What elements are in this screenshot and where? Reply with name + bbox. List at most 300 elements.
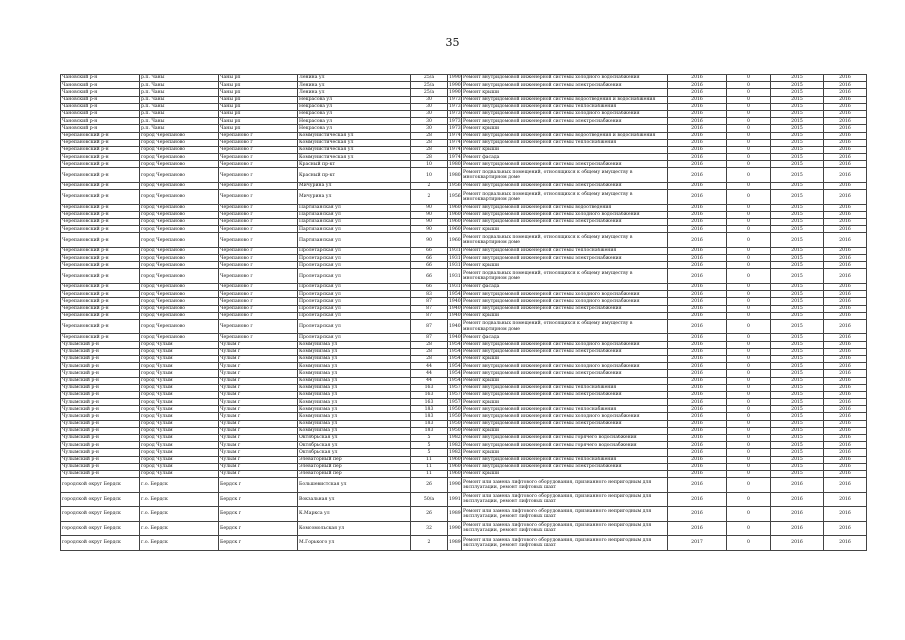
table-row — [61, 146, 867, 153]
settlement-cell: город Черепаново — [140, 226, 219, 233]
locality-cell: Черепаново г — [219, 161, 298, 168]
settlement-cell: город Чулым — [140, 377, 219, 384]
street-cell: Пролетарская ул — [298, 319, 411, 334]
count-cell: 0 — [727, 211, 771, 218]
count-cell: 0 — [727, 154, 771, 161]
table-row — [61, 247, 867, 254]
start-year-cell: 2015 — [771, 190, 824, 205]
street-cell: К.Маркса ул — [298, 507, 411, 522]
locality-cell: Чулым г — [219, 370, 298, 377]
table-row — [61, 233, 867, 248]
count-cell: 0 — [727, 305, 771, 312]
settlement-cell: р.п. Чаны — [140, 103, 219, 110]
start-year-cell: 2015 — [771, 247, 824, 254]
plan-year-cell: 2016 — [668, 139, 727, 146]
district-cell: Чулымский р-н — [61, 355, 140, 362]
street-cell: М.Горького ул — [298, 536, 411, 551]
locality-cell: Бердск г — [219, 521, 298, 536]
end-year-cell: 2016 — [824, 463, 867, 470]
start-year-cell: 2015 — [771, 139, 824, 146]
year-built-cell: 1931 — [449, 248, 461, 254]
street-cell: Некрасова ул — [298, 103, 411, 110]
start-year-cell: 2015 — [771, 305, 824, 312]
settlement-cell: г.о. Бердск — [140, 521, 219, 536]
settlement-cell: город Черепаново — [140, 319, 219, 334]
count-cell: 0 — [727, 233, 771, 248]
district-cell: Черепановский р-н — [61, 262, 140, 269]
house-cell: 28 — [411, 139, 448, 146]
work-type-cell: Ремонт внутридомовой инженерной системы холодного водоснабжения — [462, 75, 668, 82]
end-year-cell: 2016 — [824, 319, 867, 334]
year-built-cell: 1990 — [448, 478, 462, 493]
street-cell: Пролетарская ул — [298, 247, 411, 254]
house-cell: 30 — [411, 118, 448, 125]
house-cell: 25/а — [411, 75, 448, 82]
locality-cell: Черепаново г — [219, 319, 298, 334]
year-built-cell: 1940 — [449, 313, 461, 319]
start-year-cell: 2016 — [771, 536, 824, 551]
locality-cell: Черепаново г — [219, 139, 298, 146]
street-cell: Элеваторный пер — [298, 470, 411, 477]
work-type-cell: Ремонт подвальных помещений, относящихся к общему имуществу в многоквартирном доме — [462, 168, 668, 183]
plan-year-cell: 2016 — [668, 492, 727, 507]
house-cell: 2 — [411, 536, 448, 551]
street-cell: Коммунизма ул — [298, 341, 411, 348]
count-cell: 0 — [727, 442, 771, 449]
start-year-cell: 2015 — [771, 456, 824, 463]
work-type-cell: Ремонт крыши — [462, 355, 668, 362]
table-row — [61, 190, 867, 205]
year-built-cell: 1940 — [448, 319, 462, 334]
locality-cell: Чаны рп — [219, 125, 298, 132]
district-cell: Чулымский р-н — [61, 391, 140, 398]
house-cell: 5 — [411, 442, 448, 449]
work-type-cell: Ремонт крыши — [462, 399, 668, 406]
street-cell: Коммунизма ул — [298, 384, 411, 391]
table-row — [61, 291, 867, 298]
street-cell: Комсомольская ул — [298, 521, 411, 536]
year-built-cell: 1990 — [448, 521, 462, 536]
district-cell: Чулымский р-н — [61, 420, 140, 427]
plan-year-cell: 2016 — [668, 103, 727, 110]
year-built-cell: 1989 — [448, 536, 462, 551]
year-built-cell: 1980 — [449, 161, 461, 167]
district-cell: Чулымский р-н — [61, 341, 140, 348]
settlement-cell: город Чулым — [140, 456, 219, 463]
settlement-cell: р.п. Чаны — [140, 96, 219, 103]
work-type-cell: Ремонт подвальных помещений, относящихся к общему имуществу в многоквартирном доме — [462, 190, 668, 205]
plan-year-cell: 2016 — [668, 204, 727, 211]
table-row — [61, 283, 867, 290]
start-year-cell: 2015 — [771, 406, 824, 413]
house-cell: 90 — [411, 204, 448, 211]
district-cell: городской округ Бердск — [61, 521, 140, 536]
start-year-cell: 2015 — [771, 341, 824, 348]
settlement-cell: город Черепаново — [140, 161, 219, 168]
table-row — [61, 427, 867, 434]
plan-year-cell: 2016 — [668, 75, 727, 82]
settlement-cell: город Черепаново — [140, 211, 219, 218]
street-cell: Пролетарская ул — [298, 291, 411, 298]
locality-cell: Бердск г — [219, 507, 298, 522]
year-built-cell: 1973 — [449, 125, 461, 131]
street-cell: Мичурина ул — [298, 182, 411, 189]
end-year-cell: 2016 — [824, 456, 867, 463]
year-built-cell: 1973 — [449, 111, 461, 117]
house-cell: 30 — [411, 103, 448, 110]
end-year-cell: 2016 — [824, 536, 867, 551]
table-row — [61, 110, 867, 117]
year-built-cell: 1990 — [449, 75, 461, 81]
plan-year-cell: 2016 — [668, 334, 727, 341]
count-cell: 0 — [727, 319, 771, 334]
locality-cell: Черепаново г — [219, 255, 298, 262]
locality-cell: Чулым г — [219, 355, 298, 362]
work-type-cell: Ремонт крыши — [462, 262, 668, 269]
settlement-cell: город Чулым — [140, 413, 219, 420]
street-cell: Коммунизма ул — [298, 355, 411, 362]
work-type-cell: Ремонт внутридомовой инженерной системы электроснабжения — [462, 348, 668, 355]
settlement-cell: город Черепаново — [140, 190, 219, 205]
start-year-cell: 2016 — [771, 521, 824, 536]
work-type-cell: Ремонт внутридомовой инженерной системы холодного водоснабжения — [462, 291, 668, 298]
settlement-cell: р.п. Чаны — [140, 89, 219, 96]
table-row — [61, 132, 867, 139]
locality-cell: Чулым г — [219, 363, 298, 370]
count-cell: 0 — [727, 470, 771, 477]
locality-cell: Чаны рп — [219, 82, 298, 89]
street-cell: Некрасова ул — [298, 96, 411, 103]
year-built-cell: 1940 — [449, 305, 461, 311]
district-cell: Чулымский р-н — [61, 463, 140, 470]
year-built-cell: 1991 — [448, 492, 462, 507]
count-cell: 0 — [727, 96, 771, 103]
settlement-cell: город Черепаново — [140, 168, 219, 183]
end-year-cell: 2016 — [824, 442, 867, 449]
street-cell: Пролетарская ул — [298, 334, 411, 341]
end-year-cell: 2016 — [824, 355, 867, 362]
district-cell: Черепановский р-н — [61, 298, 140, 305]
district-cell: Чановский р-н — [61, 75, 140, 82]
locality-cell: Чулым г — [219, 399, 298, 406]
street-cell: Коммунизма ул — [298, 406, 411, 413]
house-cell: 25/а — [411, 89, 448, 96]
start-year-cell: 2015 — [771, 391, 824, 398]
street-cell: Коммунистическая ул — [298, 146, 411, 153]
work-type-cell: Ремонт внутридомовой инженерной системы водоотведения — [462, 204, 668, 211]
year-built-cell: 1989 — [448, 507, 462, 522]
settlement-cell: г.о. Бердск — [140, 507, 219, 522]
table-row — [61, 96, 867, 103]
end-year-cell: 2016 — [824, 211, 867, 218]
house-cell: 66 — [411, 262, 448, 269]
locality-cell: Черепаново г — [219, 312, 298, 319]
settlement-cell: город Чулым — [140, 355, 219, 362]
year-built-cell: 1954 — [449, 349, 461, 355]
year-built-cell: 1940 — [449, 298, 461, 304]
year-built-cell: 1960 — [449, 205, 461, 211]
count-cell: 0 — [727, 110, 771, 117]
end-year-cell: 2016 — [824, 305, 867, 312]
district-cell: Черепановский р-н — [61, 312, 140, 319]
street-cell: Некрасова ул — [298, 110, 411, 117]
settlement-cell: город Чулым — [140, 435, 219, 442]
table-row — [61, 363, 867, 370]
settlement-cell: город Черепаново — [140, 269, 219, 284]
plan-year-cell: 2016 — [668, 298, 727, 305]
work-type-cell: Ремонт внутридомовой инженерной системы водоотведения и водоснабжения — [462, 96, 668, 103]
settlement-cell: город Черепаново — [140, 204, 219, 211]
plan-year-cell: 2017 — [668, 536, 727, 551]
street-cell: Коммунистическая ул — [298, 154, 411, 161]
locality-cell: Чаны рп — [219, 96, 298, 103]
settlement-cell: г.о. Бердск — [140, 478, 219, 493]
start-year-cell: 2015 — [771, 435, 824, 442]
district-cell: Черепановский р-н — [61, 305, 140, 312]
settlement-cell: город Чулым — [140, 427, 219, 434]
settlement-cell: город Чулым — [140, 341, 219, 348]
work-type-cell: Ремонт внутридомовой инженерной системы теплоснабжения — [462, 139, 668, 146]
district-cell: Черепановский р-н — [61, 283, 140, 290]
table-row — [61, 319, 867, 334]
plan-year-cell: 2016 — [668, 341, 727, 348]
district-cell: Черепановский р-н — [61, 255, 140, 262]
plan-year-cell: 2016 — [668, 255, 727, 262]
locality-cell: Чулым г — [219, 442, 298, 449]
year-built-cell: 1931 — [449, 284, 461, 290]
settlement-cell: город Черепаново — [140, 247, 219, 254]
table-row — [61, 269, 867, 284]
house-cell: 28 — [411, 348, 448, 355]
street-cell: Элеваторный пер — [298, 463, 411, 470]
plan-year-cell: 2016 — [668, 154, 727, 161]
settlement-cell: город Черепаново — [140, 146, 219, 153]
count-cell: 0 — [727, 377, 771, 384]
plan-year-cell: 2016 — [668, 219, 727, 226]
table-row — [61, 348, 867, 355]
table-row — [61, 154, 867, 161]
settlement-cell: город Черепаново — [140, 255, 219, 262]
year-built-cell: 1957 — [449, 385, 461, 391]
locality-cell: Чаны рп — [219, 110, 298, 117]
table-row — [61, 420, 867, 427]
plan-year-cell: 2016 — [668, 456, 727, 463]
street-cell: Пролетарская ул — [298, 305, 411, 312]
settlement-cell: р.п. Чаны — [140, 118, 219, 125]
street-cell: Коммунизма ул — [298, 399, 411, 406]
district-cell: Чулымский р-н — [61, 348, 140, 355]
start-year-cell: 2015 — [771, 161, 824, 168]
start-year-cell: 2015 — [771, 463, 824, 470]
count-cell: 0 — [727, 463, 771, 470]
plan-year-cell: 2016 — [668, 110, 727, 117]
work-type-cell: Ремонт или замена лифтового оборудования, признанного непригодным для эксплуатации, ремонт лифтовых шахт — [462, 492, 668, 507]
street-cell: Коммунизма ул — [298, 348, 411, 355]
table-row — [61, 384, 867, 391]
start-year-cell: 2015 — [771, 319, 824, 334]
locality-cell: Чаны рп — [219, 118, 298, 125]
district-cell: Черепановский р-н — [61, 211, 140, 218]
locality-cell: Черепаново г — [219, 182, 298, 189]
house-cell: 66 — [411, 269, 448, 284]
start-year-cell: 2015 — [771, 427, 824, 434]
work-type-cell: Ремонт внутридомовой инженерной системы электроснабжения — [462, 463, 668, 470]
count-cell: 0 — [727, 334, 771, 341]
year-built-cell: 1973 — [449, 118, 461, 124]
house-cell: 28 — [411, 341, 448, 348]
locality-cell: Черепаново г — [219, 305, 298, 312]
locality-cell: Чулым г — [219, 470, 298, 477]
end-year-cell: 2016 — [824, 204, 867, 211]
year-built-cell: 1960 — [449, 457, 461, 463]
work-type-cell: Ремонт внутридомовой инженерной системы теплоснабжения — [462, 247, 668, 254]
settlement-cell: город Черепаново — [140, 132, 219, 139]
house-cell: 66 — [411, 247, 448, 254]
end-year-cell: 2016 — [824, 334, 867, 341]
locality-cell: Чулым г — [219, 435, 298, 442]
locality-cell: Чулым г — [219, 406, 298, 413]
locality-cell: Черепаново г — [219, 146, 298, 153]
work-type-cell: Ремонт или замена лифтового оборудования, признанного непригодным для эксплуатации, ремонт лифтовых шахт — [462, 478, 668, 493]
end-year-cell: 2016 — [824, 420, 867, 427]
street-cell: Мичурина ул — [298, 190, 411, 205]
work-type-cell: Ремонт крыши — [462, 377, 668, 384]
plan-year-cell: 2016 — [668, 319, 727, 334]
start-year-cell: 2015 — [771, 262, 824, 269]
count-cell: 0 — [727, 89, 771, 96]
end-year-cell: 2016 — [824, 370, 867, 377]
work-type-cell: Ремонт внутридомовой инженерной системы электроснабжения — [462, 255, 668, 262]
district-cell: Черепановский р-н — [61, 233, 140, 248]
plan-year-cell: 2016 — [668, 233, 727, 248]
district-cell: городской округ Бердск — [61, 478, 140, 493]
settlement-cell: город Черепаново — [140, 283, 219, 290]
start-year-cell: 2015 — [771, 75, 824, 82]
count-cell: 0 — [727, 492, 771, 507]
district-cell: Черепановский р-н — [61, 334, 140, 341]
year-built-cell: 1956 — [449, 183, 461, 189]
work-type-cell: Ремонт внутридомовой инженерной системы горячего водоснабжения — [462, 435, 668, 442]
count-cell: 0 — [727, 146, 771, 153]
street-cell: Пролетарская ул — [298, 255, 411, 262]
year-built-cell: 1974 — [449, 140, 461, 146]
settlement-cell: р.п. Чаны — [140, 125, 219, 132]
count-cell: 0 — [727, 269, 771, 284]
plan-year-cell: 2016 — [668, 82, 727, 89]
start-year-cell: 2016 — [771, 492, 824, 507]
plan-year-cell: 2016 — [668, 413, 727, 420]
year-built-cell: 1960 — [449, 212, 461, 218]
settlement-cell: город Черепаново — [140, 291, 219, 298]
year-built-cell: 1950 — [449, 428, 461, 434]
count-cell: 0 — [727, 204, 771, 211]
work-type-cell: Ремонт или замена лифтового оборудования, признанного непригодным для эксплуатации, ремонт лифтовых шахт — [462, 536, 668, 551]
start-year-cell: 2015 — [771, 219, 824, 226]
work-type-cell: Ремонт крыши — [462, 146, 668, 153]
district-cell: Черепановский р-н — [61, 291, 140, 298]
street-cell: Пролетарская ул — [298, 312, 411, 319]
house-cell: 11 — [411, 470, 448, 477]
house-cell: 26 — [411, 507, 448, 522]
end-year-cell: 2016 — [824, 269, 867, 284]
table-row — [61, 219, 867, 226]
end-year-cell: 2016 — [824, 247, 867, 254]
start-year-cell: 2015 — [771, 182, 824, 189]
plan-year-cell: 2016 — [668, 312, 727, 319]
capital-repair-table — [60, 74, 867, 551]
work-type-cell: Ремонт крыши — [462, 449, 668, 456]
start-year-cell: 2015 — [771, 132, 824, 139]
year-built-cell: 1950 — [449, 406, 461, 412]
district-cell: городской округ Бердск — [61, 492, 140, 507]
house-cell: 66 — [411, 283, 448, 290]
district-cell: Черепановский р-н — [61, 226, 140, 233]
settlement-cell: город Чулым — [140, 391, 219, 398]
count-cell: 0 — [727, 355, 771, 362]
plan-year-cell: 2016 — [668, 370, 727, 377]
street-cell: Коммунизма ул — [298, 391, 411, 398]
street-cell: Некрасова ул — [298, 118, 411, 125]
district-cell: Чулымский р-н — [61, 456, 140, 463]
house-cell: 183 — [411, 413, 448, 420]
work-type-cell: Ремонт внутридомовой инженерной системы холодного водоснабжения — [462, 110, 668, 117]
count-cell: 0 — [727, 161, 771, 168]
table-row — [61, 161, 867, 168]
house-cell: 26 — [411, 478, 448, 493]
plan-year-cell: 2016 — [668, 399, 727, 406]
start-year-cell: 2015 — [771, 103, 824, 110]
end-year-cell: 2016 — [824, 363, 867, 370]
count-cell: 0 — [727, 413, 771, 420]
end-year-cell: 2016 — [824, 262, 867, 269]
end-year-cell: 2016 — [824, 82, 867, 89]
locality-cell: Чаны рп — [219, 89, 298, 96]
count-cell: 0 — [727, 507, 771, 522]
plan-year-cell: 2016 — [668, 355, 727, 362]
house-cell: 32 — [411, 521, 448, 536]
count-cell: 0 — [727, 82, 771, 89]
start-year-cell: 2015 — [771, 118, 824, 125]
table-row — [61, 435, 867, 442]
plan-year-cell: 2016 — [668, 190, 727, 205]
house-cell: 44 — [411, 363, 448, 370]
house-cell: 11 — [411, 456, 448, 463]
plan-year-cell: 2016 — [668, 442, 727, 449]
district-cell: Черепановский р-н — [61, 182, 140, 189]
count-cell: 0 — [727, 262, 771, 269]
year-built-cell: 1960 — [448, 233, 462, 248]
start-year-cell: 2015 — [771, 442, 824, 449]
end-year-cell: 2016 — [824, 139, 867, 146]
year-built-cell: 1940 — [449, 334, 461, 340]
year-built-cell: 1956 — [448, 190, 462, 205]
district-cell: Черепановский р-н — [61, 269, 140, 284]
end-year-cell: 2016 — [824, 348, 867, 355]
plan-year-cell: 2016 — [668, 427, 727, 434]
count-cell: 0 — [727, 420, 771, 427]
end-year-cell: 2016 — [824, 312, 867, 319]
work-type-cell: Ремонт внутридомовой инженерной системы горячего водоснабжения — [462, 442, 668, 449]
count-cell: 0 — [727, 118, 771, 125]
work-type-cell: Ремонт внутридомовой инженерной системы холодного водоснабжения — [462, 298, 668, 305]
table-row — [61, 478, 867, 493]
settlement-cell: город Чулым — [140, 363, 219, 370]
locality-cell: Черепаново г — [219, 190, 298, 205]
end-year-cell: 2016 — [824, 89, 867, 96]
year-built-cell: 1954 — [449, 356, 461, 362]
count-cell: 0 — [727, 399, 771, 406]
count-cell: 0 — [727, 255, 771, 262]
